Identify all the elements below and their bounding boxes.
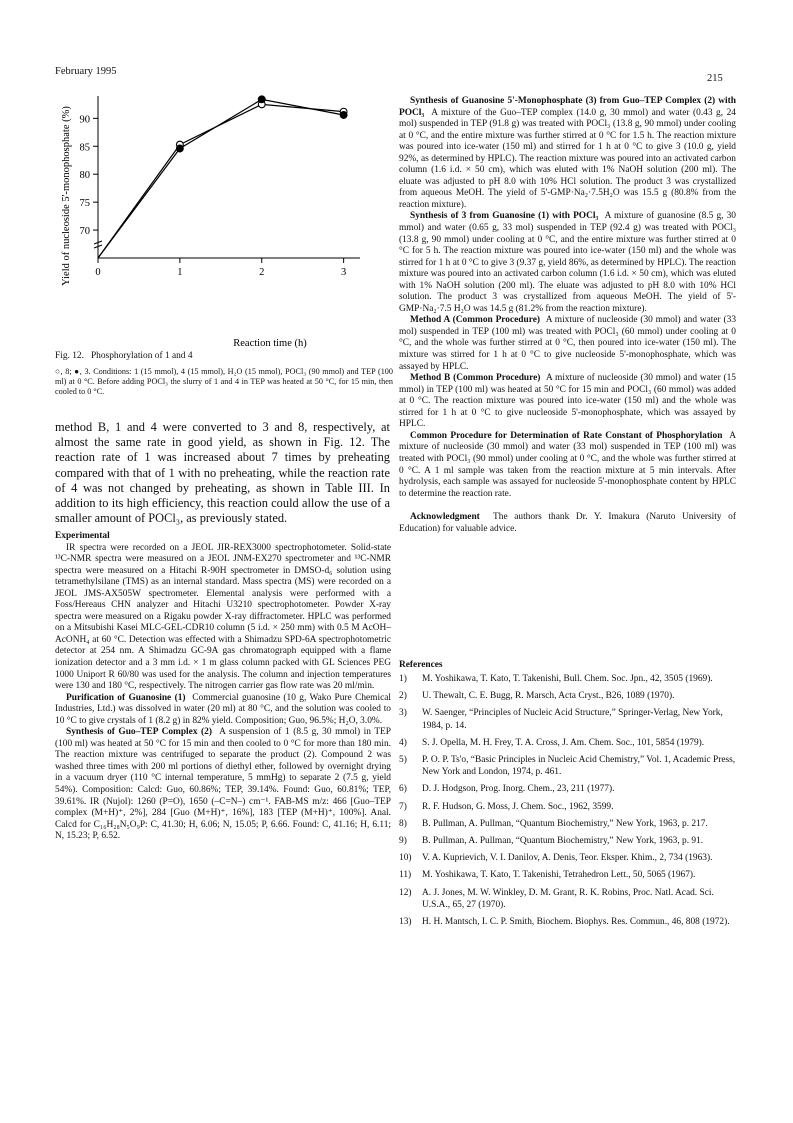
- x-tick-label: 3: [341, 267, 347, 278]
- method-b-text: A mixture of nucleoside (30 mmol) and water (15 mmol) in TEP (100 ml) was heated at 50 °C for 15 min and POCl₃ (60 mmol) was added at 0 °C. The reaction mixture was poured into ice-water (150 ml) and the whole was stirred for 1 h at 0 °C to give nucleoside 5'-monophosphate, which was assayed by HPLC.: [399, 373, 736, 430]
- running-header: February 1995: [55, 66, 117, 77]
- synthesis3b-title: Synthesis of 3 from Guanosine (1) with POCl₃: [410, 211, 599, 222]
- reference-text: B. Pullman, A. Pullman, “Quantum Biochemistry,” New York, 1963, p. 217.: [422, 818, 708, 829]
- reference-text: V. A. Kuprievich, V. I. Danilov, A. Denis, Teor. Eksper. Khim., 2, 734 (1963).: [422, 853, 713, 864]
- method-b-title: Method B (Common Procedure): [410, 373, 541, 384]
- method-a-paragraph: [399, 315, 736, 373]
- caption-text: Phosphorylation of 1 and 4: [90, 351, 193, 361]
- chart-axes: [80, 96, 361, 278]
- reference-item: [399, 690, 736, 702]
- caption-label: Fig. 12.: [55, 351, 84, 361]
- acknowledgment-title: Acknowledgment: [410, 512, 480, 523]
- reference-number: 1): [399, 674, 407, 684]
- reference-number: 3): [399, 708, 407, 719]
- y-axis-label: Yield of nucleoside 5'-monophosphate (%): [61, 106, 72, 286]
- right-column-procedures: [399, 96, 736, 535]
- chart-marks: [98, 96, 347, 258]
- yield-chart: [55, 88, 395, 350]
- reference-number: 12): [399, 887, 412, 898]
- data-point: [340, 112, 347, 119]
- y-tick-label: 85: [79, 142, 90, 154]
- synthesis3-text: A mixture of the Guo–TEP complex (14.0 g, 30 mmol) and water (0.43 g, 24 mol) suspended in TEP (91.8 g) was treated with POCl₃ (13.8 g, 90 mmol) under cooling at 0 °C, and the entire mixture was further stirred at 0 °C for 1.5 h. The reaction mixture was poured into ice-water (150 ml) and stirred for 1 h at 0 °C to give 3 (10.0 g, yield 92%, as determined by HPLC). The reaction mixture was poured into an activated carbon column (1.6 i.d. × 50 cm), which was eluted with 1% NaOH solution (200 ml). The eluate was adjusted to pH 8.0 with 10% HCl solution. The product 3 was crystallized from aqueous MeOH. The yield of 5'-GMP·Na₂·7.5H₂O was 15.5 g (80.8% from the reaction mixture).: [399, 107, 736, 210]
- reference-number: 8): [399, 818, 407, 829]
- synthesis2-text: A suspension of 1 (8.5 g, 30 mmol) in TEP (100 ml) was heated at 50 °C for 15 min and then cooled to 0 °C for more than 180 min. The reaction mixture was centrifuged to separate the product (2). Compound 2 was washed three times with 200 ml portions of diethyl ether, followed by overnight drying in a vacuum dryer (110 °C internal temperature, 5 mmHg) to separate 2 (7.5 g, yield 54%). Composition: Calcd: Guo, 60.86%; TEP, 39.14%. Found: Guo, 60.81%; TEP, 39.61%. IR (Nujol): 1260 (P=O), 1650 (–C=N–) cm⁻¹. FAB-MS m/z: 466 [Guo–TEP complex (M+H)⁺, 2%], 284 [Guo (M+H)⁺, 16%], 183 [TEP (M+H)⁺, 100%]. Anal. Calcd for C₁₆H₂₈N₅O₉P: C, 41.30; H, 6.06; N, 15.05; P, 6.66. Found: C, 41.16; H, 6.11; N, 15.23; P, 6.52.: [55, 727, 392, 842]
- experimental-section: [55, 531, 391, 843]
- rate-text: A mixture of nucleoside (30 mmol) and water (33 mol) suspended in TEP (100 ml) was treated with POCl₃ (90 mmol) under cooling at 0 °C, and the whole was further stirred at 0 °C. A 1 ml sample was taken from the reaction mixture at 5 min intervals. After hydrolysis, each sample was assayed for nucleoside 5'-monophosphate content by HPLC to determine the reaction rate.: [399, 430, 736, 499]
- reference-item: [399, 673, 736, 685]
- reference-number: 2): [399, 691, 407, 702]
- purification-paragraph: [55, 693, 391, 728]
- rate-paragraph: [399, 431, 736, 500]
- y-tick-label: 75: [79, 198, 90, 210]
- data-point: [258, 96, 265, 103]
- purification-title: Purification of Guanosine (1): [66, 692, 186, 703]
- x-tick-label: 0: [95, 267, 101, 278]
- reference-item: [399, 737, 736, 749]
- acknowledgment-paragraph: [399, 512, 736, 535]
- reference-item: [399, 754, 736, 778]
- reference-text: M. Yoshikawa, T. Kato, T. Takenishi, Bull. Chem. Soc. Jpn., 42, 3505 (1969).: [422, 674, 713, 684]
- reference-number: 5): [399, 755, 407, 766]
- figure-caption: [55, 351, 390, 363]
- reference-item: [399, 801, 736, 813]
- reference-text: B. Pullman, A. Pullman, “Quantum Biochemistry,” New York, 1963, p. 91.: [422, 836, 704, 847]
- reference-text: D. J. Hodgson, Prog. Inorg. Chem., 23, 211 (1977).: [422, 784, 615, 795]
- reference-text: U. Thewalt, C. E. Bugg, R. Marsch, Acta Cryst., B26, 1089 (1970).: [422, 691, 675, 702]
- x-axis-label: Reaction time (h): [233, 338, 307, 349]
- reference-text: S. J. Opella, M. H. Frey, T. A. Cross, J. Am. Chem. Soc., 101, 5854 (1979).: [422, 737, 705, 748]
- figure-conditions: ○, 8; ●, 3. Conditions: 1 (15 mmol), 4 (15 mmol), H₂O (15 mmol), POCl₃ (90 mmol) and TEP (100 ml) at 0 °C. Before adding POCl₃ the slurry of 1 and 4 in TEP was heated at 50 °C, for 15 min, then cooled to 0 °C.: [55, 367, 393, 396]
- method-a-title: Method A (Common Procedure): [410, 315, 541, 326]
- reference-text: W. Saenger, “Principles of Nucleic Acid Structure,” Springer-Verlag, New York, 1984, p. 14.: [422, 708, 723, 731]
- reference-item: [399, 916, 736, 928]
- reference-item: [399, 869, 736, 881]
- method-b-paragraph: [399, 373, 736, 431]
- experimental-text: IR spectra were recorded on a JEOL JIR-REX3000 spectrophotometer. Solid-state ¹³C-NMR spectra were measured on a JEOL JNM-EX270 spectrometer and ¹³C-NMR spectra were measured on a Hitachi R-90H spectrometer in DMSO-d₆ solution using tetramethylsilane (TMS) as an internal standard. Mass spectra (MS) were recorded on a JEOL JMS-AX505W spectrometer. Elemental analysis were performed with a Foss/Hereaus CHN analyzer and Hitachi U3210 spectrophotometer. Powder X-ray spectra were measured on a Rigaku powder X-ray diffractometer. HPLC was performed on a Mitsubishi Kasei MLC-GEL-CDR10 column (5 i.d. × 250 mm) with 0.5 M AcOH–AcONH₄ at 60 °C. Detection was effected with a Shimadzu SPD-6A spectrophotometric detector at 254 nm. A Shimadzu GC-9A gas chromatograph equipped with a flame ionization detector and a 3 mm i.d. × 1 m glass column packed with GL Sciences PEG 1000 Uniport R 60/80 was used for the analysis. The column and injection temperatures were 130 and 180 °C, respectively. The nitrogen carrier gas flow rate was 20 ml/min.: [55, 542, 391, 692]
- x-tick-label: 2: [259, 267, 265, 278]
- reference-item: [399, 835, 736, 847]
- reference-item: [399, 707, 736, 731]
- reference-number: 10): [399, 853, 412, 864]
- reference-text: M. Yoshikawa, T. Kato, T. Takenishi, Tetrahedron Lett., 50, 5065 (1967).: [422, 870, 696, 881]
- references-heading: References: [399, 660, 443, 670]
- reference-item: [399, 818, 736, 830]
- reference-text: P. O. P. Ts'o, “Basic Principles in Nucleic Acid Chemistry,” Vol. 1, Academic Press, New York and London, 1974, p. 461.: [422, 755, 736, 778]
- reference-item: [399, 852, 736, 864]
- synthesis2-paragraph: [55, 727, 391, 842]
- references-list: [399, 673, 736, 928]
- purification-text: Commercial guanosine (10 g, Wako Pure Chemical Industries, Ltd.) was dissolved in water (20 ml) at 80 °C, and the solution was cooled to 10 °C to give crystals of 1 (8.2 g) in 82% yield. Composition; Guo, 96.5%; H₂O, 3.0%.: [55, 692, 392, 726]
- reference-text: H. H. Mantsch, I. C. P. Smith, Biochem. Biophys. Res. Commun., 46, 808 (1972).: [422, 917, 730, 928]
- synthesis3b-text: A mixture of guanosine (8.5 g, 30 mmol) and water (0.65 g, 33 mol) suspended in TEP (92.4 g) was treated with POCl₃ (13.8 g, 90 mmol) under cooling at 0 °C, and the entire mixture was further stirred at 0 °C for 5 h. The reaction mixture was poured into ice-water (150 ml) and the whole was stirred for 1 h at 0 °C to give 3 (9.37 g, yield 86%, as determined by HPLC). The reaction mixture was poured into an activated carbon column (1.6 i.d. × 50 cm), which was eluted with 1% NaOH solution (200 ml). The eluate was adjusted to pH 8.0 with 10% HCl solution. The product 3 was crystallized from aqueous MeOH. The yield of 5'-GMP·Na₂·7.5 H₂O was 14.5 g (81.2% from the reaction mixture).: [399, 211, 736, 314]
- y-tick-label: 70: [79, 226, 90, 238]
- reference-text: R. F. Hudson, G. Moss, J. Chem. Soc., 1962, 3599.: [422, 801, 614, 812]
- reference-item: [399, 887, 736, 911]
- synthesis3-paragraph: [399, 96, 736, 211]
- lead-paragraph: [55, 420, 390, 526]
- reference-number: 11): [399, 870, 412, 881]
- reference-number: 6): [399, 784, 407, 795]
- x-tick-label: 1: [177, 267, 183, 278]
- data-point: [176, 145, 183, 152]
- reference-number: 13): [399, 917, 412, 928]
- synthesis2-title: Synthesis of Guo–TEP Complex (2): [66, 727, 212, 738]
- synthesis3-title: Synthesis of Guanosine 5'-Monophosphate (3) from Guo–TEP Complex (2) with POCl₃: [399, 96, 736, 118]
- synthesis3b-paragraph: [399, 211, 736, 315]
- reference-text: A. J. Jones, M. W. Winkley, D. M. Grant, R. K. Robins, Proc. Natl. Acad. Sci. U.S.A., 65, 27 (1970).: [422, 887, 714, 910]
- figure-12: [55, 88, 395, 350]
- method-a-text: A mixture of nucleoside (30 mmol) and water (33 mol) suspended in TEP (100 ml) was treated with POCl₃ (60 mmol) under cooling at 0 °C, and the whole was further stirred at 0 °C, then poured into ice-water (150 ml). The mixture was stirred for 1 h at 0 °C to give nucleoside 5'-monophosphate, which was assayed by HPLC.: [399, 315, 737, 372]
- reference-number: 9): [399, 836, 407, 847]
- rate-title: Common Procedure for Determination of Rate Constant of Phosphorylation: [410, 430, 723, 441]
- reference-number: 7): [399, 801, 407, 812]
- lead-text: method B, 1 and 4 were converted to 3 and 8, respectively, at almost the same rate in good yield, as shown in Fig. 12. The reaction rate of 1 was increased about 7 times by preheating compared with that of 1 with no preheating, while the reaction rate of 4 was not changed by preheating, as shown in Table III. In addition to its high efficiency, this reaction could allow the use of a smaller amount of POCl₃, as previously stated.: [55, 420, 390, 526]
- y-tick-label: 80: [79, 170, 90, 182]
- series-line-2: [98, 99, 344, 258]
- page-number: 215: [707, 73, 723, 84]
- y-tick-label: 90: [79, 114, 90, 126]
- reference-item: [399, 783, 736, 795]
- references-section: [399, 660, 736, 933]
- experimental-heading: Experimental: [55, 531, 110, 541]
- reference-number: 4): [399, 737, 407, 748]
- series-line-1: [98, 104, 344, 258]
- acknowledgment-text: The authors thank Dr. Y. Imakura (Naruto University of Education) for valuable advice.: [399, 512, 736, 534]
